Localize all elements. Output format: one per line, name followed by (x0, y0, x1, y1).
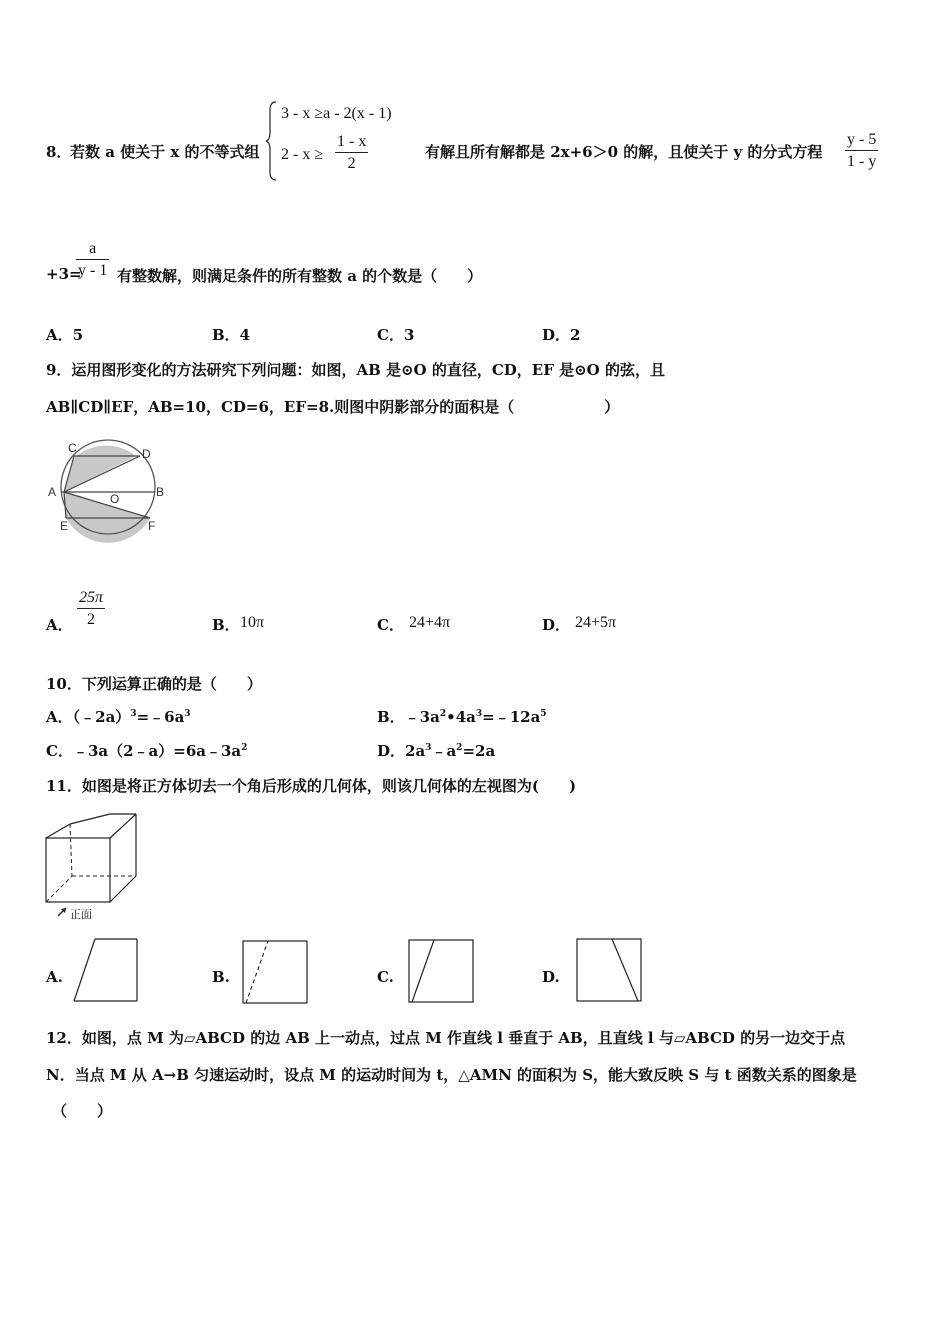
q8-inequality-1: 3 - x ≥a - 2(x - 1) (281, 105, 392, 122)
q8-equation-fraction-2 (76, 240, 109, 280)
q11-option-a-label[interactable]: A. (46, 968, 63, 986)
q10-stem: 10．下列运算正确的是（ ） (46, 675, 262, 693)
fraction-denominator: 2 (335, 152, 368, 173)
exponent: 2 (456, 743, 463, 753)
q8-option-c[interactable]: C．3 (377, 326, 415, 344)
fraction-numerator: y - 5 (847, 131, 877, 148)
front-label: 正面 (70, 908, 92, 921)
fraction-denominator: 1 - y (845, 150, 878, 171)
q10-d-part: ﹣a (431, 742, 457, 760)
q11-option-b-label[interactable]: B. (212, 968, 230, 986)
q8-inequality-2-left: 2 - x ≥ (281, 146, 324, 163)
exponent: 2 (241, 743, 248, 753)
q8-option-a[interactable]: A．5 (46, 326, 84, 344)
system-brace (266, 100, 278, 182)
label-d: D (142, 447, 151, 461)
label-b: B (156, 485, 165, 499)
q8-intro: 若数 a 使关于 x 的不等式组 (70, 143, 260, 161)
q11-option-c-label[interactable]: C. (377, 968, 394, 986)
q8-line2-prefix: +3= (46, 265, 82, 283)
q9-option-b-value[interactable]: 10π (240, 614, 265, 631)
q9-line-2: AB∥CD∥EF，AB=10，CD=6，EF=8.则图中阴影部分的面积是（ ） (46, 398, 620, 416)
cut-cube-diagram (44, 812, 144, 922)
label-a: A (48, 485, 57, 499)
q8-number: 8． (46, 143, 72, 161)
q8-option-d[interactable]: D．2 (542, 326, 581, 344)
q10-option-b[interactable] (377, 706, 547, 727)
exponent: 3 (130, 709, 137, 719)
q11-option-c-figure[interactable] (408, 939, 474, 1003)
fraction-numerator: a (89, 240, 97, 257)
q8-option-b[interactable]: B．4 (212, 326, 251, 344)
q9-line-1: 9．运用图形变化的方法研究下列问题：如图，AB 是⊙O 的直径，CD，EF 是⊙O 的弦，且 (46, 361, 665, 379)
q11-option-b-figure[interactable] (242, 940, 308, 1004)
shaded-region-bottom (64, 492, 150, 543)
q11-option-a-figure[interactable] (73, 938, 139, 1002)
exponent: 5 (540, 709, 547, 719)
q10-b-part: •4a (446, 708, 476, 726)
q9-option-a-fraction[interactable] (77, 589, 105, 629)
q10-c-part: C．﹣3a（2﹣a）=6a﹣3a (46, 742, 242, 760)
label-c: C (68, 441, 77, 455)
q10-d-part: D．2a (377, 742, 426, 760)
q10-a-part: A．（﹣2a） (46, 708, 131, 726)
label-o: O (110, 492, 120, 506)
q9-option-d-value[interactable]: 24+5π (575, 614, 617, 631)
q9-option-c-value[interactable]: 24+4π (409, 614, 451, 631)
q10-b-part: B．﹣3a (377, 708, 440, 726)
q11-option-d-label[interactable]: D. (542, 968, 560, 986)
q8-inequality-2-fraction (335, 133, 368, 173)
q12-line-1: 12．如图，点 M 为▱ABCD 的边 AB 上一动点，过点 M 作直线 l 垂直于 AB，且直线 l 与▱ABCD 的另一边交于点 (46, 1029, 846, 1047)
q9-option-c-label[interactable]: C． (377, 616, 404, 634)
fraction-denominator: 2 (77, 608, 105, 629)
fraction-numerator: 1 - x (337, 133, 367, 150)
q9-option-b-label[interactable]: B． (212, 616, 240, 634)
q10-b-part: =﹣12a (482, 708, 541, 726)
q8-line2-text: 有整数解，则满足条件的所有整数 a 的个数是（ ） (117, 267, 483, 285)
q8-equation-fraction (845, 131, 878, 171)
q10-a-part: =﹣6a (136, 708, 185, 726)
exponent: 3 (184, 709, 191, 719)
q10-option-c[interactable] (46, 740, 247, 761)
exponent: 3 (475, 709, 483, 719)
label-e: E (60, 519, 69, 533)
fraction-denominator: y - 1 (76, 259, 109, 280)
q8-mid-text: 有解且所有解都是 2x+6＞0 的解，且使关于 y 的分式方程 (425, 143, 823, 161)
q10-d-part: =2a (462, 742, 496, 760)
fraction-numerator: 25π (79, 589, 104, 606)
exponent: 3 (425, 743, 432, 753)
q12-line-3: （ ） (52, 1102, 113, 1120)
q12-line-2: N．当点 M 从 A→B 匀速运动时，设点 M 的运动时间为 t，△AMN 的面积为 S，能大致反映 S 与 t 函数关系的图象是 (46, 1066, 857, 1084)
q9-option-d-label[interactable]: D． (542, 616, 571, 634)
q10-option-a[interactable] (46, 706, 191, 727)
label-f: F (148, 519, 156, 533)
q11-option-d-figure[interactable] (576, 938, 642, 1002)
q11-stem: 11．如图是将正方体切去一个角后形成的几何体，则该几何体的左视图为( ) (46, 777, 577, 795)
exponent: 2 (439, 709, 447, 719)
q10-option-d[interactable] (377, 740, 495, 761)
circle-diagram (44, 440, 174, 535)
q9-option-a-label[interactable]: A． (46, 616, 73, 634)
